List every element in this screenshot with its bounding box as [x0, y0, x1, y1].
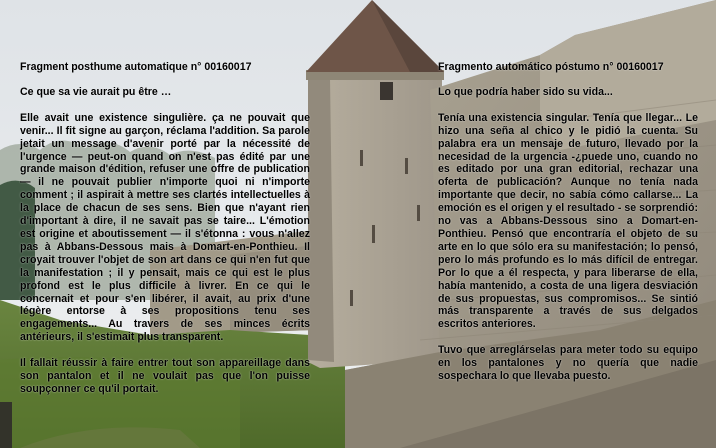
spanish-subtitle: Lo que podría haber sido su vida...	[438, 85, 613, 98]
spanish-paragraph-2: Tuvo que arreglárselas para meter todo su equipo en los pantalones y no quería que nadie sospechara lo que llevaba puesto.	[438, 344, 698, 383]
french-subtitle: Ce que sa vie aurait pu être …	[20, 85, 172, 98]
ground-post	[0, 402, 12, 448]
tower-window	[380, 82, 393, 100]
french-paragraph-2: Il fallait réussir à faire entrer tout son appareillage dans son pantalon et il ne voulait pas que l'on puisse soupçonner ce qu'il portait.	[20, 357, 310, 395]
french-text-column	[20, 61, 310, 409]
spanish-text-column	[438, 61, 698, 396]
tower-side-shade	[308, 75, 334, 362]
spanish-paragraph-1: Tenía una existencia singular. Tenía que llegar... Le hizo una seña al chico y le pidió la cuenta. Su palabra era un mensaje de futuro, llevado por la necesidad de la urgencia -¿puede uno, cuando no es editado por una gran editorial, rechazar una oferta de publicación? Aunque no tenía nada importante que decir, no sabía cómo callarse... La emoción es el origen y el resultado - se sorprendió: no vas a Abbans-Dessous sino a Domart-en-Ponthieu. Pensó que encontraría el objeto de su arte en lo que sólo era su manifestación; lo pensó, pero lo más profundo es lo más difícil de entregar. Por lo que a él respecta, y para liberarse de ella, había mantenido, a costa de una ligera desviación de sus propuestas, sus compromisos... Se sintió más transparente a través de sus delgados escritos anteriores.	[438, 111, 698, 331]
french-title: Fragment posthume automatique n° 00160017	[20, 61, 252, 73]
french-paragraph-1: Elle avait une existence singulière. ça ne pouvait que venir... Il fit signe au garçon, réclama l'addition. Sa parole jetait un message d'avenir porté par la nécessité de l'urgence — peut-on quand on n'est pas édité par une grande maison d'édition, refuser une offre de publication — il ne pouvait publier n'importe quoi ni n'importe comment ; il aspirait à mettre ses clartés intellectuelles à la place de chacun de ses sens. Bien que n'ayant rien d'important à dire, il ne savait pas se taire... L'émotion est origine et aboutissement — il s'étonna : vous n'allez pas à Abbans-Dessous mais à Domart-en-Ponthieu. Il croyait trouver l'objet de son art dans ce qui n'en fut que la manifestation ; il y pensait, mais ce qui est le plus profond est le plus difficile à livrer. En ce qui le concernait et pour s'en libérer, il avait, au prix d'une légère entorse à ses propositions tenu ses engagements... Au travers de ses minces écrits antérieurs, il s'estimait plus transparent.	[20, 111, 310, 344]
spanish-title: Fragmento automático póstumo n° 00160017	[438, 61, 664, 73]
